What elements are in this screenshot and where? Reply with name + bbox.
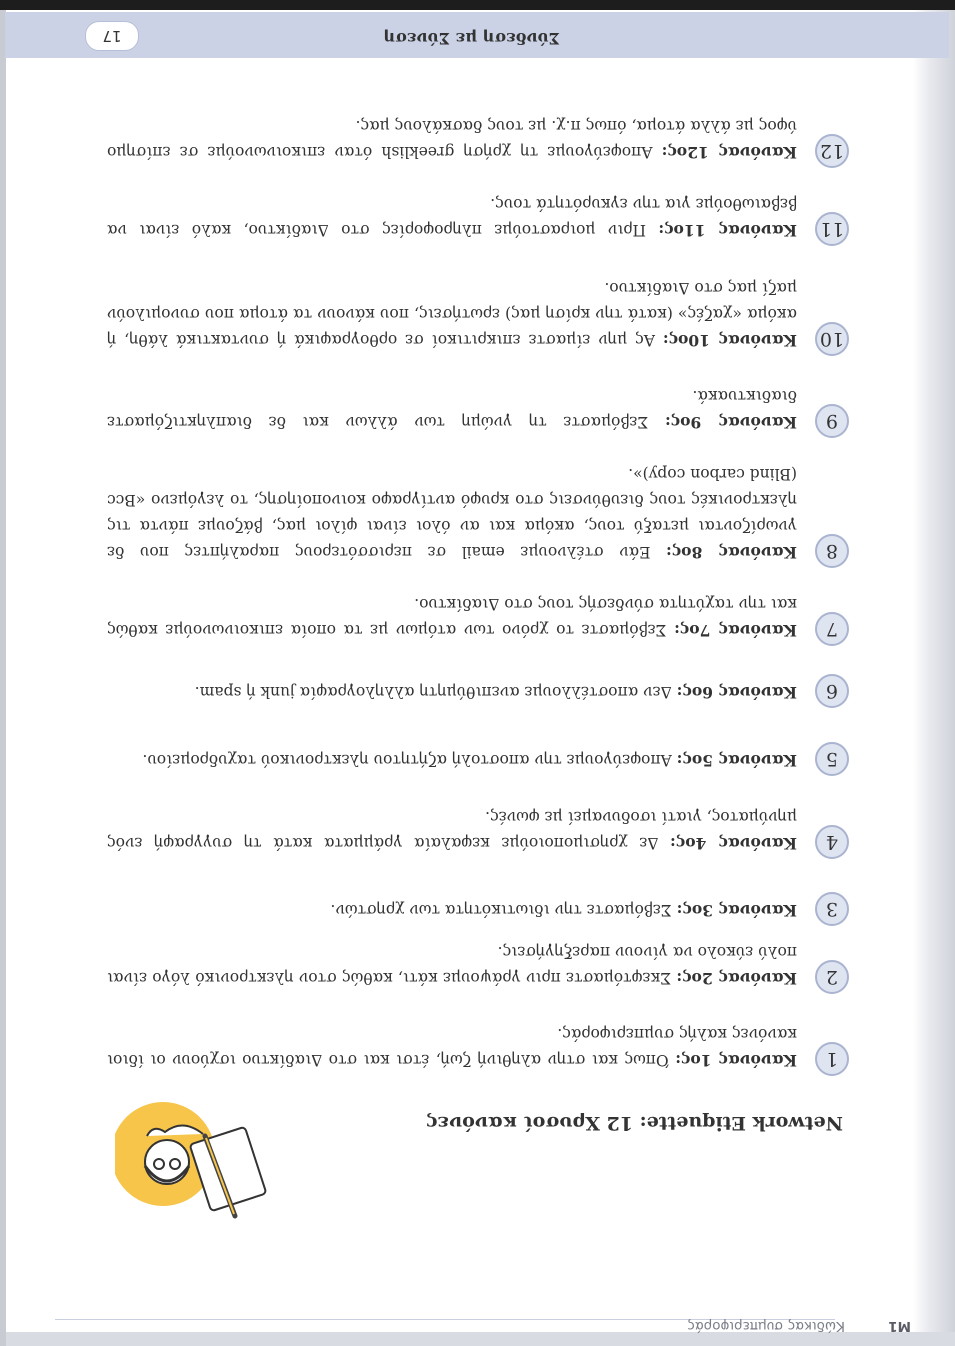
rule-number-badge: 10 — [815, 322, 849, 356]
rule-number-badge: 5 — [815, 742, 849, 776]
rule-lead: Κανόνας 8ος: — [666, 543, 797, 562]
rule-lead: Κανόνας 7ος: — [674, 621, 797, 640]
rule-body: Δεν αποστέλλουμε ανεπιθύμητη αλληλογραφία junk ή spam. — [194, 683, 677, 701]
rule-text — [107, 679, 797, 705]
rule-lead: Κανόνας 9ος: — [665, 413, 797, 432]
rule-text — [107, 939, 797, 991]
page-number: 17 — [85, 21, 139, 51]
mascot-head — [145, 1140, 189, 1184]
rule-number-badge: 2 — [815, 960, 849, 994]
rule-text — [107, 275, 797, 353]
rule-number-badge: 11 — [815, 212, 849, 246]
rule-text — [107, 1021, 797, 1073]
rule-number-badge: 6 — [815, 674, 849, 708]
scan-edge-top — [0, 1332, 955, 1346]
rule-lead: Κανόνας 5ος: — [676, 751, 797, 770]
rule-body: Σεβόμαστε την ιδιωτικότητα των χρηστών. — [330, 901, 677, 919]
rule-lead: Κανόνας 6ος: — [676, 683, 797, 702]
rule-body: Σκεφτόμαστε πριν γράψουμε κάτι, καθώς στον ηλεκτρονικό λόγο είναι πολύ εύκολο να γίνουν παρεξηγήσεις. — [107, 943, 797, 987]
rule-text — [107, 804, 797, 856]
rule-lead: Κανόνας 4ος: — [670, 834, 797, 853]
rule-lead: Κανόνας 3ος: — [676, 901, 797, 920]
rule-lead: Κανόνας 1ος: — [675, 1051, 797, 1070]
rule-number-badge: 8 — [815, 534, 849, 568]
rule-lead: Κανόνας 10ος: — [662, 331, 797, 350]
rule-body: Δε χρησιμοποιούμε κεφαλαία γράμματα κατά τη συγγραφή ενός μηνύματος, γιατί ισοδυναμεί με φωνές. — [106, 808, 797, 852]
rule-number-badge: 3 — [815, 892, 849, 926]
chapter-badge: M1 — [888, 1318, 911, 1334]
rule-number-badge: 4 — [815, 825, 849, 859]
rule-number-badge: 7 — [815, 612, 849, 646]
rule-body: Αποφεύγουμε τη χρήση greeklish όταν επικοινωνούμε σε επίσημο ύφος με άλλα άτομα, όπως π.χ. με τους δασκάλους μας. — [106, 117, 797, 161]
section-title: Network Etiquette: 12 Χρυσοί κανόνες — [425, 1112, 843, 1134]
rule-text — [107, 191, 797, 243]
scan-edge-right — [0, 0, 6, 1346]
rule-body: Εάν στέλνουμε email σε περισσότερους παραλήπτες που δε γνωρίζονται μεταξύ τους, ακόμα και αν όλοι είναι φίλοι μας, βάζουμε πάντα τις ηλεκτρονικές τους διευθύνσεις στο κρυφό αντίγραφο κοινοποίησης, το λεγόμενο «Bcc (Blind carbon copy)». — [106, 465, 797, 561]
rule-body: Σεβόμαστε τη γνώμη των άλλων και δε διαπληκτιζόμαστε διαδικτυακά. — [107, 387, 797, 431]
rule-body: Ας μην είμαστε επικριτικοί σε ορθογραφικά ή συντακτικά λάθη, ή ακόμα «χαζές» (κατά την κρίση μας) ερωτήσεις, που κάνουν τα άτομα που συνομιλούν μαζί μας στο Διαδίκτυο. — [106, 279, 797, 349]
footer-title: Σύνδεση με Σύνεση — [383, 29, 560, 48]
rule-text — [107, 461, 797, 565]
rule-lead: Κανόνας 12ος: — [661, 143, 797, 162]
rule-text — [107, 591, 797, 643]
rule-text — [107, 383, 797, 435]
rule-number-badge: 1 — [815, 1042, 849, 1076]
rule-text — [107, 113, 797, 165]
rule-body: Όπως και στην αληθινή ζωή, έτσι και στο Διαδίκτυο ισχύουν οι ίδιοι κανόνες καλής συμπεριφοράς. — [106, 1025, 797, 1069]
rule-number-badge: 9 — [815, 404, 849, 438]
rule-body: Σεβόμαστε το χρόνο των ατόμων με τα οποία επικοινωνούμε καθώς και την ταχύτητα σύνδεσής τους στο Διαδίκτυο. — [107, 595, 797, 639]
book-title: Κώδικας συμπεριφοράς — [686, 1318, 845, 1334]
rule-text — [107, 747, 797, 773]
scan-edge-left — [913, 0, 955, 1346]
scan-edge-bottom — [0, 0, 955, 10]
rule-text — [107, 897, 797, 923]
rule-body: Αποφεύγουμε την αποστολή αζήτητου ηλεκτρονικού ταχυδρομείου. — [142, 751, 677, 769]
rule-lead: Κανόνας 11ος: — [658, 221, 797, 240]
rule-lead: Κανόνας 2ος: — [676, 969, 797, 988]
rule-body: Πριν μοιραστούμε πληροφορίες στο Διαδίκτυο, καλό είναι να βεβαιωθούμε για την εγκυρότητά τους. — [107, 195, 797, 239]
rule-number-badge: 12 — [815, 134, 849, 168]
mascot-illustration — [115, 1086, 275, 1236]
